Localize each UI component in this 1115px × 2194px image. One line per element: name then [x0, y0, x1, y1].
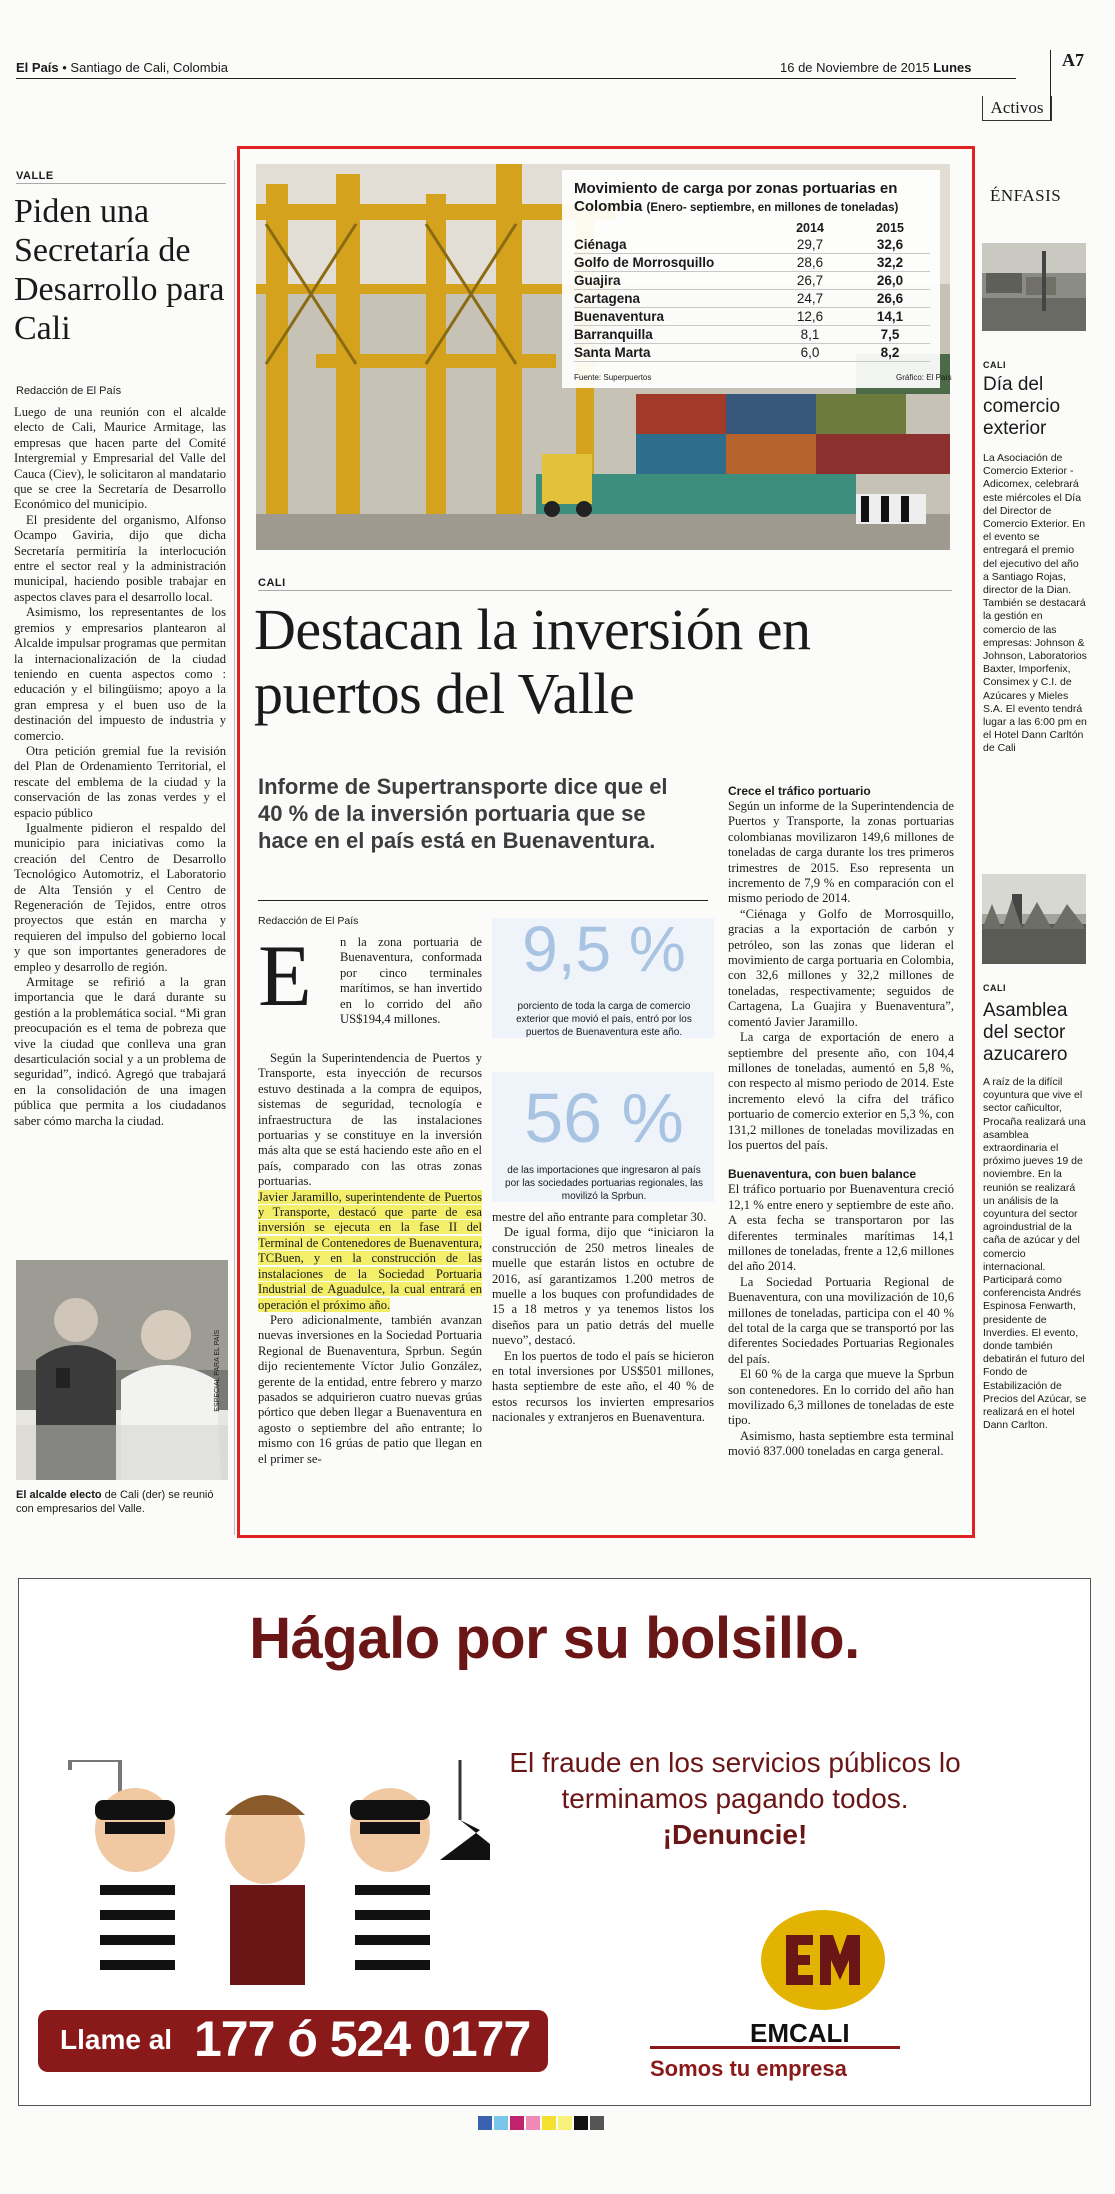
color-swatch [510, 2116, 524, 2130]
body-paragraph: El 60 % de la carga que mueve la Sprbun son contenedores. En lo corrido del año han movilizado 6,3 millones de toneladas de este tipo. [728, 1367, 954, 1428]
main-column3-body [728, 780, 954, 1460]
table-row [574, 344, 930, 362]
left-article-kicker: VALLE [16, 170, 54, 182]
cargo-table-subtitle: (Enero- septiembre, en millones de toneladas) [646, 202, 899, 214]
value-2015: 26,6 [850, 290, 930, 308]
main-column1-body [258, 1019, 482, 1467]
value-2015: 26,0 [850, 272, 930, 290]
body-paragraph: La carga de exportación de enero a septiembre del presente año, con 104,4 millones de toneladas, aumentó en 5,8 %, con respecto al mismo periodo de 2014. Este incremento elevó la cifra del tráfico portuario de comercio exterior en 5,3 %, con 131,2 millones de toneladas movilizadas en los puertos del país. [728, 1030, 954, 1152]
emphasis-heading: ÉNFASIS [990, 186, 1062, 205]
ad-message-line2: terminamos pagando todos. [561, 1783, 909, 1814]
color-swatch [526, 2116, 540, 2130]
stat-text-1: porciento de toda la carga de comercio exterior que movió el país, entró por los puertos de Buenaventura este año. [516, 1001, 692, 1038]
port-name: Guajira [574, 272, 770, 290]
table-header-row [574, 221, 930, 236]
body-paragraph: Pero adicionalmente, también avanzan nuevas inversiones en la Sociedad Portuaria Regional de Buenaventura, Sprbun. Según dijo recientemente Víctor Julio González, gerente de la entidad, entre febrero y marzo pasados se adquirieron cuatro nuevas grúas pórtico que deben llegar a Buenaventura en agosto o septiembre del año entrante; lo mismo con 16 grúas de patio que llegan en el primer se- [258, 1312, 482, 1466]
body-paragraph: Asimismo, hasta septiembre esta terminal movió 837.000 toneladas en carga general. [728, 1428, 954, 1459]
color-swatch [558, 2116, 572, 2130]
value-2015: 32,2 [850, 254, 930, 272]
table-row [574, 236, 930, 254]
photo-credit: ESPECIAL PARA EL PAÍS [214, 1330, 221, 1412]
section-label: Activos [982, 96, 1052, 121]
brief1-kicker: CALI [983, 360, 1006, 370]
value-2014: 12,6 [770, 308, 850, 326]
port-name: Golfo de Morrosquillo [574, 254, 770, 272]
left-paragraph: El presidente del organismo, Alfonso Ocampo Gaviria, dijo que dicha Secretaría permitiría la interlocución entre el sector real y la administración municipal, haciendo posible trabajar en aspectos claves para el desarrollo local. [14, 512, 226, 604]
deck-rule [258, 900, 708, 901]
left-column-divider [234, 160, 235, 1535]
value-2014: 26,7 [770, 272, 850, 290]
ad-phone-number: 177 ó 524 0177 [194, 2011, 531, 2067]
body-paragraph: El tráfico portuario por Buenaventura creció 12,1 % entre enero y septiembre de este año. A esta fecha se transportaron por las diferentes terminales marítimas 14,1 millones de toneladas, frente a 12,6 millones del año 2014. [728, 1182, 954, 1274]
left-article-body [14, 405, 226, 1129]
main-article-kicker: CALI [258, 577, 286, 589]
left-paragraph: Luego de una reunión con el alcalde electo de Cali, Maurice Armitage, las empresas que hacen parte del Comité Intergremial y Empresarial del Valle del Cauca (Ciev), le solicitaron al mandatario que se cree la Secretaría de Desarrollo Económico del municipio. [14, 405, 226, 512]
header-date-text: 16 de Noviembre de 2015 [780, 60, 930, 75]
left-paragraph: Igualmente pidieron el respaldo del municipio para iniciativas como la creación del Centro de Desarrollo Tecnológico Automotriz, el Laboratorio de Alta Tensión y el Centro de Regeneración de Tejidos, entre otros proyectos que están en marcha y requieren del impulso del gobierno local y que son importantes generadores de empleo y desarrollo de región. [14, 820, 226, 974]
stat-value-2: 56 % [524, 1079, 684, 1157]
header-paper-city [16, 60, 228, 75]
emcali-logo-icon [758, 1905, 888, 2015]
color-swatch [478, 2116, 492, 2130]
print-color-bar [478, 2116, 638, 2130]
value-2014: 29,7 [770, 236, 850, 254]
main-column1-intro [340, 935, 482, 1027]
port-name: Ciénaga [574, 236, 770, 254]
port-name: Buenaventura [574, 308, 770, 326]
ad-message-line1: El fraude en los servicios públicos lo [509, 1747, 961, 1778]
body-paragraph: mestre del año entrante para completar 30. [492, 1210, 707, 1224]
table-row [574, 254, 930, 272]
ad-message-line3: ¡Denuncie! [662, 1819, 808, 1850]
left-paragraph: Armitage se refirió a la gran importancia que le dará durante su gestión a la problemática social. “Mi gran preocupación es el tema de pobreza que vive la ciudad que conlleva una gran desarticulación social y a un problema de seguridad”, indicó. Agregó que trabajará en la consolidación de una imagen pública que permita a los ciudadanos saber cómo marcha la ciudad. [14, 975, 226, 1128]
page-number: A7 [1062, 50, 1084, 70]
left-paragraph: Otra petición gremial fue la revisión del Plan de Ordenamiento Territorial, el rescate del emblema de la ciudad y la conservación de las zonas verdes y el espacio público [14, 743, 226, 820]
value-2014: 8,1 [770, 326, 850, 344]
header-city: • Santiago de Cali, Colombia [62, 60, 228, 75]
header-paper: El País [16, 60, 59, 75]
value-2015: 7,5 [850, 326, 930, 344]
cargo-table [574, 221, 930, 362]
color-swatch [494, 2116, 508, 2130]
color-swatch [574, 2116, 588, 2130]
color-swatch [542, 2116, 556, 2130]
containers-photo [982, 243, 1086, 331]
header-date [780, 60, 972, 75]
left-article-title: Piden una Secretaría de Desarrollo para Cali [14, 193, 225, 347]
table-header-2014: 2014 [796, 221, 824, 235]
body-paragraph: La Sociedad Portuaria Regional de Buenaventura, con una movilización de 10,6 millones de toneladas, participa con el 40 % del total de la carga que se transportó por las diferentes Sociedades Portuarias Regionales del país. [728, 1274, 954, 1366]
stat-text-2: de las importaciones que ingresaron al país por las sociedades portuarias regionales, las movilizó la Sprbun. [505, 1165, 703, 1202]
left-article-byline: Redacción de El País [16, 385, 122, 397]
main-article-title: Destacan la inversión en puertos del Valle [254, 597, 811, 726]
main-article-deck: Informe de Supertransporte dice que el 40 % de la inversión portuaria que se hace en el país está en Buenaventura. [258, 774, 668, 853]
value-2014: 6,0 [770, 344, 850, 362]
body-paragraph: “Ciénaga y Golfo de Morrosquillo, gracias a la exportación de carbón y petróleo, son las zonas que lideran el movimiento de carga portuaria en Colombia, con 32,6 millones y 32,2 millones de toneladas, respectivamente; seguidos de Cartagena, La Guajira y Buenaventura”, comentó Javier Jaramillo. [728, 906, 954, 1029]
drop-cap: E [258, 928, 312, 1025]
brief2-kicker: CALI [983, 983, 1006, 993]
port-name: Barranquilla [574, 326, 770, 344]
intro-paragraph: n la zona portuaria de Buenaventura, conformada por cinco terminales marítimos, se han invertido en lo corrido del año US$194,4 millones. [340, 935, 482, 1027]
stat-value-1: 9,5 % [522, 913, 686, 985]
cargo-table-title [574, 180, 934, 217]
table-header-2015: 2015 [876, 221, 904, 235]
table-row [574, 272, 930, 290]
header-rule [16, 78, 1016, 79]
left-kicker-rule [16, 183, 226, 184]
ad-slogan: Somos tu empresa [650, 2056, 847, 2081]
table-source: Fuente: Superpuertos [574, 373, 652, 382]
body-paragraph: Según la Superintendencia de Puertos y Transporte, esta inyección de recursos estuvo destinada a la compra de equipos, sistemas de seguridad, tecnología e infraestructura de las instalaciones portuarias y se constituye en la inversión más alta que se está haciendo este año en el país, comparado con las otras zonas portuarias. [258, 1051, 482, 1189]
body-paragraph: De igual forma, dijo que “iniciaron la construcción de 250 metros lineales de muelle que estarán listos en octubre de 2016, así garantizamos 1.200 metros de muelle a los buques con profundidades de 15 a 18 metros y ya tenemos listos los diseños para un patio detrás del muelle nuevo”, destacó. [492, 1225, 714, 1348]
table-row [574, 308, 930, 326]
highlighted-text: Javier Jaramillo, superintendente de Puertos y Transporte, destacó que parte de esa inversión se ejecuta en la fase II del Terminal de Contenedores de Buenaventura, TCBuen, y en la construcción de las instalaciones de la Sociedad Portuaria Industrial de Aguadulce, la cual entrará en operación el próximo año. [258, 1189, 482, 1312]
table-header-empty [574, 221, 770, 236]
left-paragraph: Asimismo, los representantes de los gremios y empresarios plantearon al Alcalde impulsar programas que permitan la internacionalización de la ciudad teniendo en cuenta aspectos como : educación y el bilingüismo; apoyo a la gran empresa y el buen uso de la destinación del impuesto de industria y comercio. [14, 605, 226, 743]
mayor-meeting-photo [16, 1260, 228, 1480]
body-paragraph: Según un informe de la Superintendencia de Puertos y Transporte, la zonas portuarias colombianas movilizaron 149,6 millones de toneladas de carga durante los tres primeros trimestres de 2015. Eso representa un incremento de 7,9 % en comparación con el mismo periodo de 2014. [728, 799, 954, 906]
main-column2-body [492, 1210, 714, 1426]
port-name: Cartagena [574, 290, 770, 308]
left-photo-caption [16, 1488, 228, 1516]
table-row [574, 326, 930, 344]
ad-call-label: Llame al [60, 2024, 173, 2055]
brief2-text: A raíz de la difícil coyuntura que vive el sector cañicultor, Procaña realizará una asamblea extraordinaria el próximo jueves 19 de noviembre. En la reunión se realizará un análisis de la coyuntura del sector agroindustrial de la caña de azúcar y del comercio internacional. Participará como conferencista Andrés Espinosa Fenwarth, presidente de Inverdies. El evento, donde también debatirán el futuro del Fondo de Estabilización de Precios del Azúcar, se realizará en el hotel Dann Carlton. [983, 1076, 1087, 1432]
subhead-balance: Buenaventura, con buen balance [728, 1167, 917, 1182]
subhead-traffic: Crece el tráfico portuario [728, 784, 871, 798]
cargo-table-heading: Movimiento de carga por zonas portuarias en Colombia [574, 180, 898, 215]
value-2014: 24,7 [770, 290, 850, 308]
body-paragraph: En los puertos de todo el país se hicieron en total inversiones por US$501 millones, hasta septiembre de este año, el 40 % de estos recursos los invierten empresarios nacionales y extranjeros en Buenaventura. [492, 1348, 714, 1425]
caption-rest: de Cali (der) se reunió con empresarios del Valle. [16, 1489, 214, 1515]
value-2015: 32,6 [850, 236, 930, 254]
sugarcane-photo [982, 874, 1086, 964]
value-2015: 8,2 [850, 344, 930, 362]
highlighted-paragraph [258, 1190, 482, 1313]
table-row [574, 290, 930, 308]
thieves-illustration-icon [40, 1760, 490, 2000]
value-2015: 14,1 [850, 308, 930, 326]
value-2014: 28,6 [770, 254, 850, 272]
header-weekday: Lunes [933, 60, 972, 75]
main-article-byline: Redacción de El País [258, 915, 359, 927]
caption-lead: El alcalde electo [16, 1489, 102, 1501]
brief1-title: Día del comercio exterior [983, 374, 1061, 439]
color-swatch [590, 2116, 604, 2130]
ad-headline: Hágalo por su bolsillo. [249, 1606, 860, 1671]
brief1-text: La Asociación de Comercio Exterior - Adicomex, celebrará este miércoles el Día del Director de Comercio Exterior. En el evento se entregará el premio del ejecutivo del año a Santiago Rojas, director de la Dian. También se destacará la gestión en comercio de las empresas: Johnson & Johnson, Laboratorios Baxter, Imporfenix, Consimex y C.I. de Azúcares y Mieles S.A. El evento tendrá lugar a las 6:00 pm en el Hotel Dann Carltón de Cali [983, 452, 1087, 755]
brief2-title: Asamblea del sector azucarero [983, 1000, 1068, 1065]
ad-brand-name: EMCALI [750, 2018, 850, 2048]
table-credit: Gráfico: El País [896, 373, 952, 382]
main-kicker-rule [258, 590, 952, 591]
port-name: Santa Marta [574, 344, 770, 362]
ad-message [470, 1745, 1000, 1853]
